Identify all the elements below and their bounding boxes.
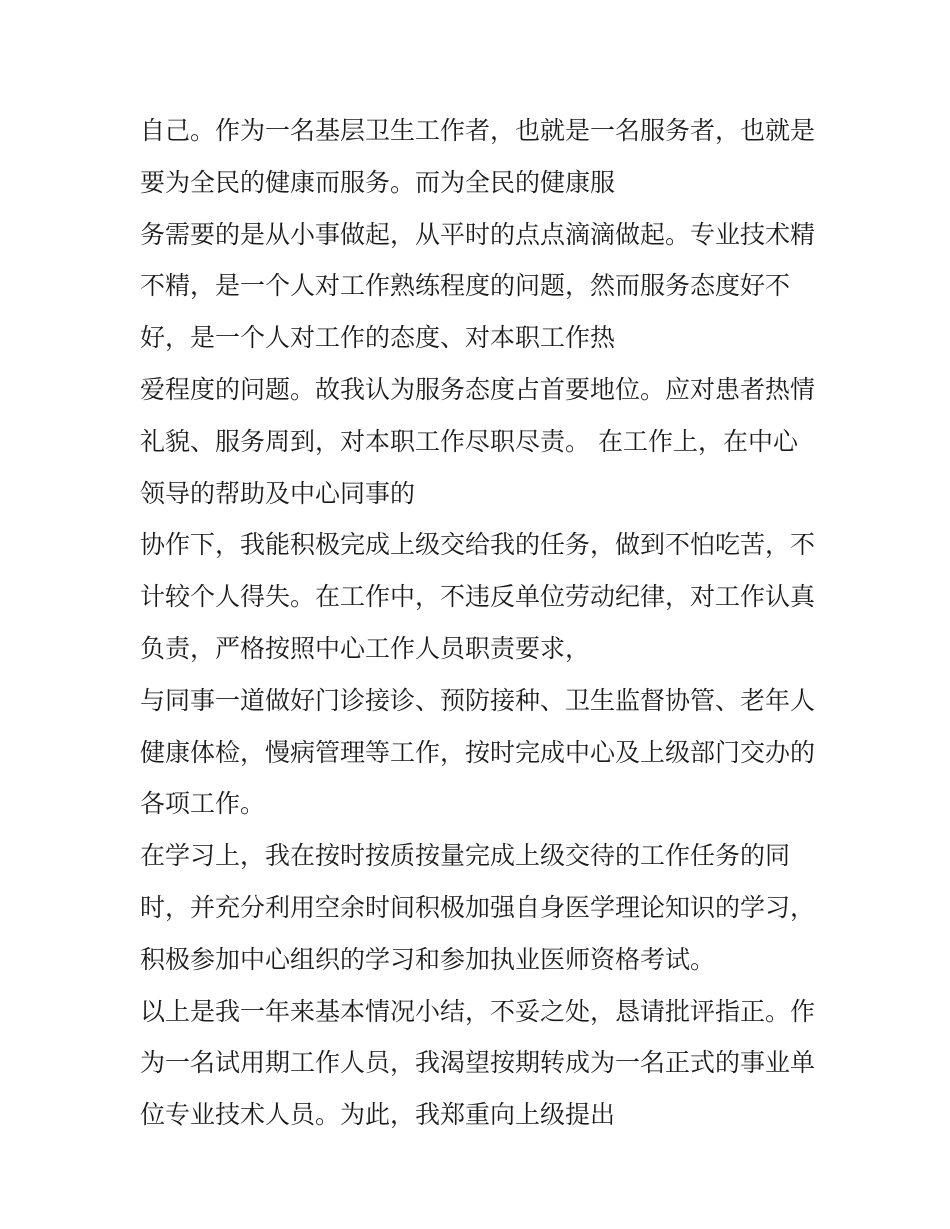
text-line-17: 积极参加中心组织的学习和参加执业医师资格考试。 — [140, 944, 716, 974]
text-line-11: 负责，严格按照中心工作人员职责要求， — [140, 633, 591, 663]
text-line-19: 为一名试用期工作人员，我渴望按期转成为一名正式的事业单 — [140, 1048, 816, 1078]
text-line-13: 健康体检，慢病管理等工作，按时完成中心及上级部门交办的 — [140, 737, 816, 767]
text-line-6: 爱程度的问题。故我认为服务态度占首要地位。应对患者热情 — [140, 374, 816, 404]
text-line-8: 领导的帮助及中心同事的 — [140, 478, 416, 508]
text-line-4: 不精，是一个人对工作熟练程度的问题，然而服务态度好不 — [140, 271, 791, 301]
text-line-18: 以上是我一年来基本情况小结，不妥之处，恳请批评指正。作 — [140, 996, 816, 1026]
text-line-12: 与同事一道做好门诊接诊、预防接种、卫生监督协管、老年人 — [140, 685, 816, 715]
text-line-7: 礼貌、服务周到，对本职工作尽职尽责。 在工作上，在中心 — [140, 426, 798, 456]
text-line-16: 时，并充分利用空余时间积极加强自身医学理论知识的学习， — [140, 892, 816, 922]
text-line-14: 各项工作。 — [140, 789, 266, 819]
text-line-2: 要为全民的健康而服务。而为全民的健康服 — [140, 167, 616, 197]
text-line-5: 好，是一个人对工作的态度、对本职工作热 — [140, 323, 616, 353]
text-line-3: 务需要的是从小事做起，从平时的点点滴滴做起。专业技术精 — [140, 219, 816, 249]
text-line-15: 在学习上，我在按时按质按量完成上级交待的工作任务的同 — [140, 841, 791, 871]
text-line-9: 协作下，我能积极完成上级交给我的任务，做到不怕吃苦，不 — [140, 530, 816, 560]
text-line-10: 计较个人得失。在工作中，不违反单位劳动纪律，对工作认真 — [140, 582, 816, 612]
text-line-1: 自己。作为一名基层卫生工作者，也就是一名服务者，也就是 — [140, 116, 816, 145]
text-line-20: 位专业技术人员。为此，我郑重向上级提出 — [140, 1100, 616, 1130]
body-text — [140, 105, 830, 1141]
